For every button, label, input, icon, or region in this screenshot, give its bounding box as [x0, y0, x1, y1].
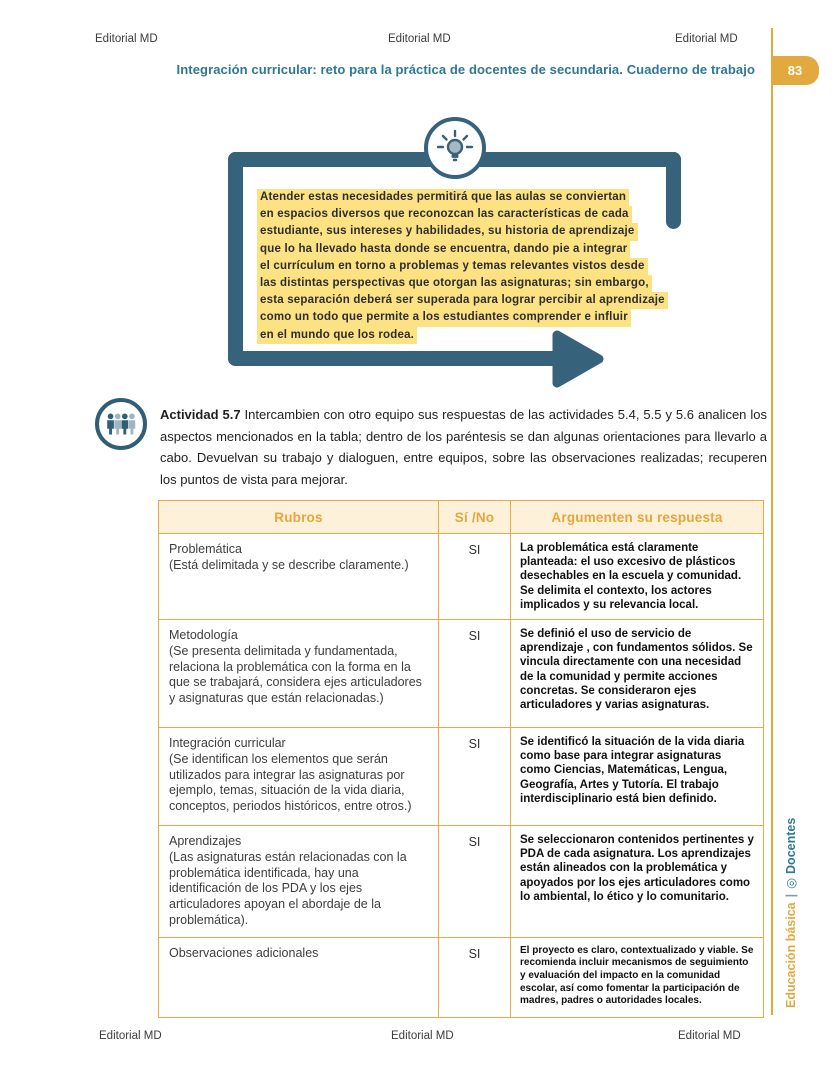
- callout-line: el currículum en torno a problemas y temas relevantes vistos desde: [257, 258, 648, 275]
- rubro-note: (Las asignaturas están relacionadas con la problemática identificada, hay una identificación de los PDA y los ejes articuladores apoyan el abordaje de la problemática).: [169, 849, 407, 927]
- circle-ring-icon: ◎: [784, 877, 798, 889]
- table-row: [159, 728, 764, 826]
- callout-line: las distintas perspectivas que otorgan las asignaturas; sin embargo,: [257, 275, 652, 292]
- callout-line: como un todo que permite a los estudiantes comprender e influir: [257, 309, 631, 326]
- rubro-title: Metodología: [169, 628, 238, 643]
- table-header-row: [159, 501, 764, 534]
- si-no-value: SI: [439, 620, 511, 728]
- rubro-title: Observaciones adicionales: [169, 945, 319, 960]
- si-no-value: SI: [439, 826, 511, 938]
- argument-cell: El proyecto es claro, contextualizado y viable. Se recomienda incluir mecanismos de seguimiento y evaluación del impacto en la comunidad escolar, así como fomentar la participación de madres, padres o autoridades locales.: [511, 937, 764, 1017]
- activity-body: Intercambien con otro equipo sus respuestas de las actividades 5.4, 5.5 y 5.6 analicen los aspectos mencionados en la tabla; dentro de los paréntesis se dan algunas orientaciones para llevarlo a cabo. Devuelvan su trabajo y dialoguen, entre equipos, sobre las observaciones realizadas; recuperen los puntos de vista para mejorar.: [160, 407, 767, 487]
- si-no-value: SI: [439, 728, 511, 826]
- people-group-icon: [95, 398, 147, 450]
- callout-paragraph: [257, 189, 668, 344]
- col-header-sino: Sí /No: [439, 501, 511, 534]
- page-number-badge: 83: [771, 56, 819, 85]
- side-collection-label: [783, 818, 798, 1008]
- rubro-note: (Se identifican los elementos que serán utilizados para integrar las asignaturas por ejemplo, temas, situación de la vida diaria, conceptos, periodos históricos, entre otros.): [169, 751, 412, 814]
- table-row: [159, 534, 764, 620]
- callout-frame-bottom: [228, 351, 570, 366]
- running-head-left: Editorial MD: [95, 33, 158, 45]
- callout-line: en el mundo que los rodea.: [257, 327, 417, 344]
- rubro-title: Integración curricular: [169, 736, 286, 751]
- table-row: [159, 826, 764, 938]
- si-no-value: SI: [439, 534, 511, 620]
- col-header-rubros: Rubros: [159, 501, 439, 534]
- running-foot-left: Editorial MD: [99, 1030, 162, 1042]
- rubro-title: Problemática: [169, 542, 242, 556]
- table-row: [159, 620, 764, 728]
- callout-line: Atender estas necesidades permitirá que las aulas se conviertan: [257, 189, 629, 206]
- argument-cell: Se seleccionaron contenidos pertinentes y PDA de cada asignatura. Los aprendizajes están alineados con la problemática y apoyados por los ejes articuladores como lo ambiental, lo ético y lo comunitario.: [511, 826, 764, 938]
- side-separator: |: [784, 893, 798, 898]
- rubric-table: [158, 500, 764, 1018]
- running-foot-right: Editorial MD: [678, 1030, 741, 1042]
- lightbulb-icon: [424, 117, 486, 179]
- col-header-argumento: Argumenten su respuesta: [511, 501, 764, 534]
- callout-line: en espacios diversos que reconozcan las características de cada: [257, 206, 632, 223]
- table-row: [159, 937, 764, 1017]
- rubro-note: (Está delimitada y se describe claramente.): [169, 557, 409, 572]
- page-title: Integración curricular: reto para la práctica de docentes de secundaria. Cuaderno de trabajo: [176, 62, 755, 77]
- margin-rule: [771, 28, 773, 1015]
- argument-cell: Se identificó la situación de la vida diaria como base para integrar asignaturas como Ciencias, Matemáticas, Lengua, Geografía, Artes y Tutoría. El trabajo interdisciplinario está bien definido.: [511, 728, 764, 826]
- side-program-label: Educación básica: [784, 902, 798, 1008]
- activity-paragraph: [160, 404, 767, 490]
- rubro-title: Aprendizajes: [169, 834, 242, 849]
- side-audience-label: Docentes: [784, 817, 798, 874]
- si-no-value: SI: [439, 937, 511, 1017]
- callout-frame-left: [228, 152, 243, 366]
- callout-line: estudiante, sus intereses y habilidades, su historia de aprendizaje: [257, 223, 638, 240]
- argument-cell: La problemática está claramente planteada: el uso excesivo de plásticos desechables en la escuela y comunidad. Se delimita el contexto, los actores implicados y su relevancia local.: [511, 534, 764, 620]
- callout-line: esta separación deberá ser superada para lograr percibir al aprendizaje: [257, 292, 668, 309]
- running-head-right: Editorial MD: [675, 33, 738, 45]
- running-foot-center: Editorial MD: [391, 1030, 454, 1042]
- callout-frame-right: [666, 152, 681, 229]
- running-head-center: Editorial MD: [388, 33, 451, 45]
- rubro-note: (Se presenta delimitada y fundamentada, relaciona la problemática con la forma en la que se trabajará, considera ejes articuladores y asignaturas que están relacionadas.): [169, 643, 422, 706]
- activity-label: Actividad 5.7: [160, 407, 241, 422]
- argument-cell: Se definió el uso de servicio de aprendizaje , con fundamentos sólidos. Se vincula directamente con una necesidad de la comunidad y permite acciones concretas. Se consideraron ejes articuladores y varias asignaturas.: [511, 620, 764, 728]
- callout-line: que lo ha llevado hasta donde se encuentra, dando pie a integrar: [257, 241, 630, 258]
